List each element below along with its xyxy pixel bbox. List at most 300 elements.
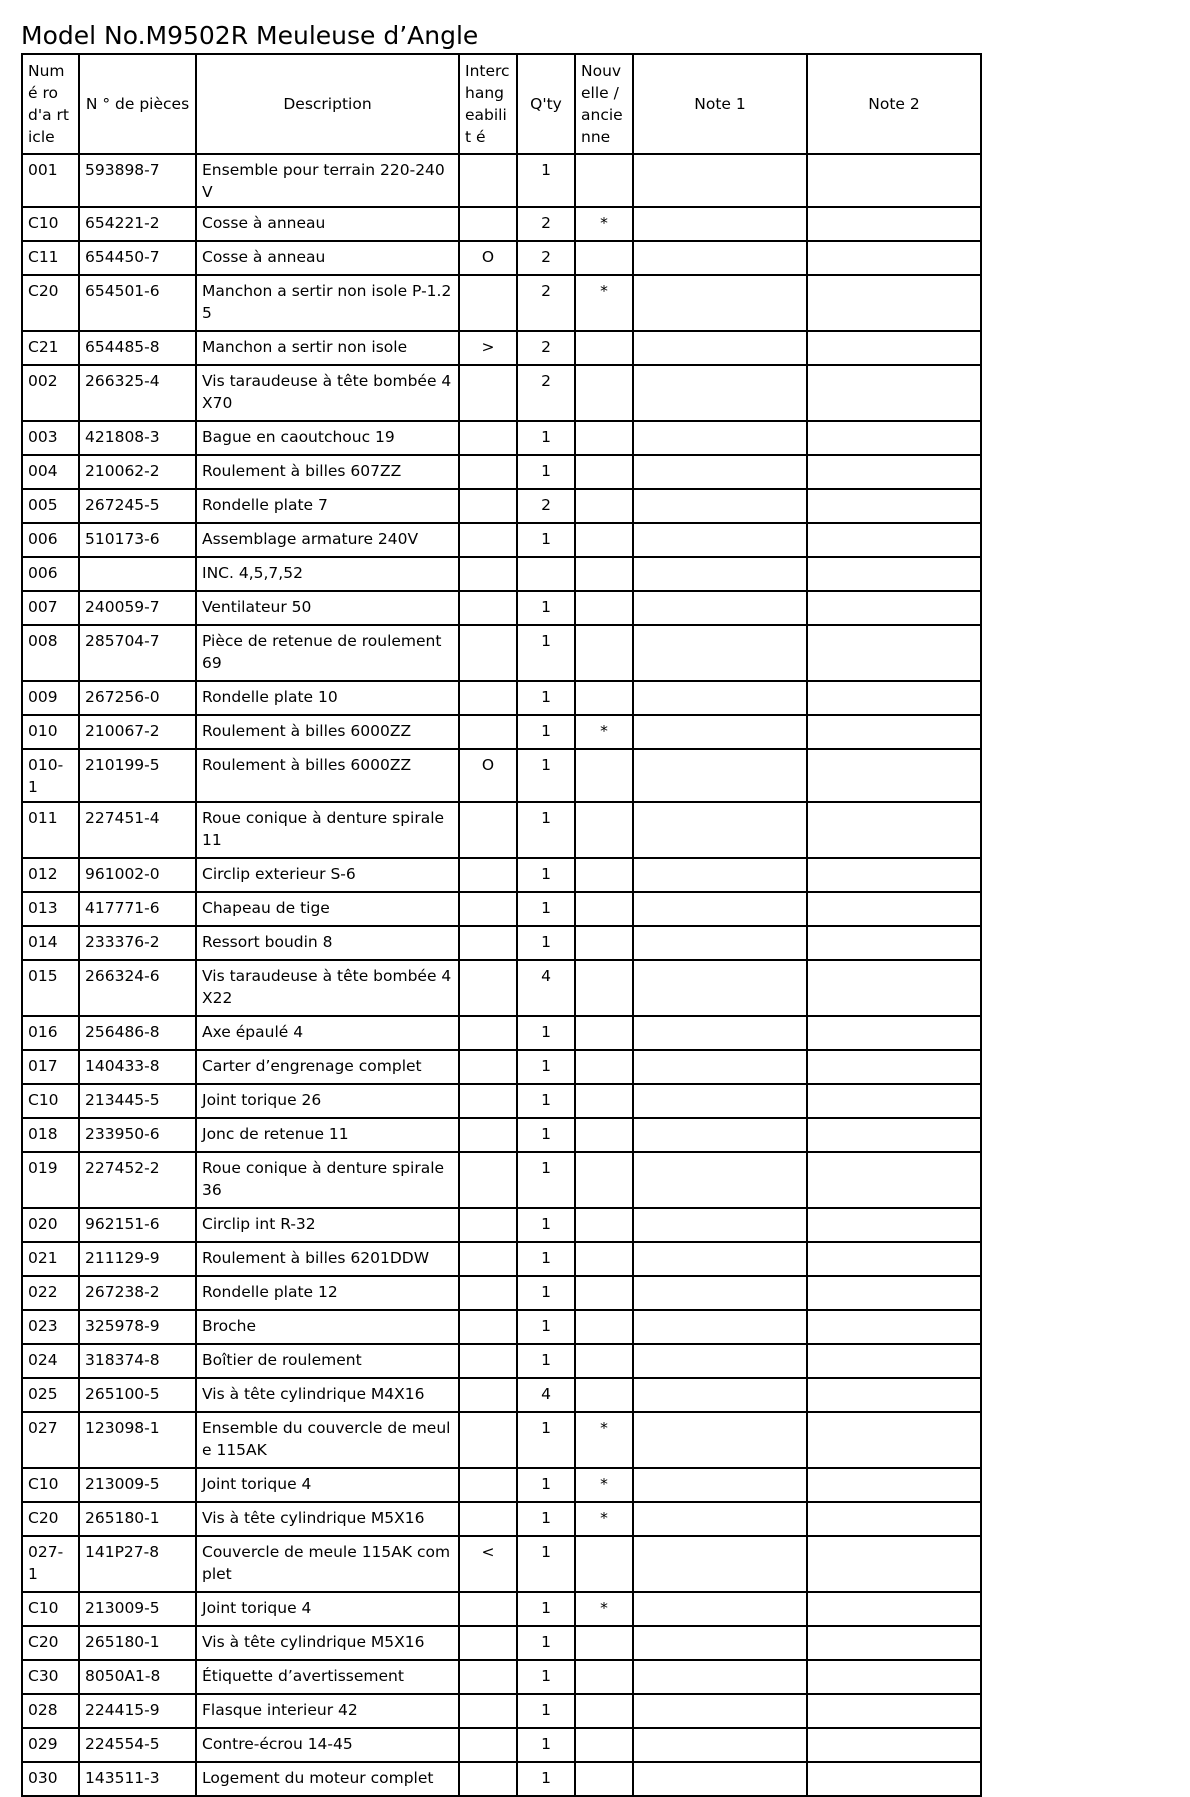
note1-cell (633, 591, 807, 625)
item-no-cell: 006 (22, 557, 79, 591)
table-row (22, 489, 981, 523)
note2-cell (807, 455, 981, 489)
note2-cell (807, 489, 981, 523)
note1-cell (633, 1016, 807, 1050)
item-no-cell: 016 (22, 1016, 79, 1050)
description-cell: Rondelle plate 7 (196, 489, 459, 523)
new-old-cell: * (575, 275, 633, 331)
table-row (22, 331, 981, 365)
table-row (22, 681, 981, 715)
new-old-cell (575, 749, 633, 802)
item-no-cell: C10 (22, 1592, 79, 1626)
note2-cell (807, 275, 981, 331)
note1-cell (633, 154, 807, 207)
item-no-cell: 011 (22, 802, 79, 858)
note2-cell (807, 858, 981, 892)
item-no-cell: 029 (22, 1728, 79, 1762)
item-no-cell: 030 (22, 1762, 79, 1796)
interchangeability-cell (459, 275, 517, 331)
qty-cell: 1 (517, 523, 575, 557)
interchangeability-cell: O (459, 241, 517, 275)
new-old-cell: * (575, 1412, 633, 1468)
note2-cell (807, 241, 981, 275)
table-row (22, 1084, 981, 1118)
part-no-cell: 654501-6 (79, 275, 196, 331)
new-old-cell (575, 1694, 633, 1728)
description-cell: Carter d’engrenage complet (196, 1050, 459, 1084)
note2-cell (807, 1152, 981, 1208)
interchangeability-cell (459, 858, 517, 892)
item-no-cell: 027-1 (22, 1536, 79, 1592)
table-row (22, 892, 981, 926)
qty-cell: 1 (517, 926, 575, 960)
item-no-cell: C10 (22, 1084, 79, 1118)
note1-cell (633, 1242, 807, 1276)
note1-cell (633, 1468, 807, 1502)
new-old-cell (575, 1762, 633, 1796)
description-cell: Vis à tête cylindrique M4X16 (196, 1378, 459, 1412)
table-row (22, 1468, 981, 1502)
note2-cell (807, 1084, 981, 1118)
part-no-cell: 141P27-8 (79, 1536, 196, 1592)
part-no-cell (79, 557, 196, 591)
note1-cell (633, 960, 807, 1016)
part-no-cell: 266325-4 (79, 365, 196, 421)
table-row (22, 1310, 981, 1344)
qty-cell (517, 557, 575, 591)
table-row (22, 1502, 981, 1536)
note1-cell (633, 1626, 807, 1660)
note1-cell (633, 1378, 807, 1412)
note2-cell (807, 1016, 981, 1050)
interchangeability-cell (459, 960, 517, 1016)
table-header-row (22, 54, 981, 154)
interchangeability-cell: < (459, 1536, 517, 1592)
new-old-cell (575, 331, 633, 365)
table-row (22, 1378, 981, 1412)
qty-cell: 1 (517, 1412, 575, 1468)
note1-cell (633, 625, 807, 681)
qty-cell: 1 (517, 1050, 575, 1084)
interchangeability-cell (459, 1502, 517, 1536)
note1-cell (633, 365, 807, 421)
note2-cell (807, 1626, 981, 1660)
note1-cell (633, 557, 807, 591)
note1-cell (633, 1762, 807, 1796)
interchangeability-cell (459, 892, 517, 926)
note1-cell (633, 1344, 807, 1378)
new-old-cell (575, 1050, 633, 1084)
interchangeability-cell (459, 926, 517, 960)
note2-cell (807, 1208, 981, 1242)
table-row (22, 1344, 981, 1378)
column-header-part-no: N ° de pièces (79, 54, 196, 154)
note2-cell (807, 960, 981, 1016)
qty-cell: 1 (517, 1208, 575, 1242)
qty-cell: 4 (517, 1378, 575, 1412)
part-no-cell: 325978-9 (79, 1310, 196, 1344)
description-cell: Couvercle de meule 115AK complet (196, 1536, 459, 1592)
item-no-cell: 023 (22, 1310, 79, 1344)
parts-table (21, 53, 982, 1797)
qty-cell: 1 (517, 858, 575, 892)
item-no-cell: 003 (22, 421, 79, 455)
note1-cell (633, 715, 807, 749)
table-row (22, 1762, 981, 1796)
description-cell: Rondelle plate 10 (196, 681, 459, 715)
note1-cell (633, 1660, 807, 1694)
note1-cell (633, 1592, 807, 1626)
description-cell: Flasque interieur 42 (196, 1694, 459, 1728)
qty-cell: 2 (517, 241, 575, 275)
interchangeability-cell (459, 1276, 517, 1310)
table-row (22, 1536, 981, 1592)
part-no-cell: 8050A1-8 (79, 1660, 196, 1694)
note1-cell (633, 523, 807, 557)
note2-cell (807, 1592, 981, 1626)
interchangeability-cell (459, 557, 517, 591)
description-cell: Joint torique 4 (196, 1592, 459, 1626)
description-cell: Assemblage armature 240V (196, 523, 459, 557)
item-no-cell: 020 (22, 1208, 79, 1242)
table-row (22, 858, 981, 892)
description-cell: Roulement à billes 6000ZZ (196, 715, 459, 749)
new-old-cell (575, 421, 633, 455)
note1-cell (633, 331, 807, 365)
item-no-cell: C20 (22, 1626, 79, 1660)
description-cell: INC. 4,5,7,52 (196, 557, 459, 591)
table-row (22, 421, 981, 455)
item-no-cell: 024 (22, 1344, 79, 1378)
note2-cell (807, 154, 981, 207)
qty-cell: 1 (517, 681, 575, 715)
description-cell: Ensemble du couvercle de meule 115AK (196, 1412, 459, 1468)
table-row (22, 1592, 981, 1626)
part-no-cell: 140433-8 (79, 1050, 196, 1084)
item-no-cell: 027 (22, 1412, 79, 1468)
description-cell: Joint torique 26 (196, 1084, 459, 1118)
new-old-cell (575, 1378, 633, 1412)
new-old-cell (575, 1660, 633, 1694)
interchangeability-cell (459, 1050, 517, 1084)
note2-cell (807, 1660, 981, 1694)
interchangeability-cell: > (459, 331, 517, 365)
new-old-cell: * (575, 207, 633, 241)
item-no-cell: 005 (22, 489, 79, 523)
interchangeability-cell (459, 421, 517, 455)
note1-cell (633, 1050, 807, 1084)
part-no-cell: 266324-6 (79, 960, 196, 1016)
interchangeability-cell (459, 1118, 517, 1152)
description-cell: Chapeau de tige (196, 892, 459, 926)
item-no-cell: C10 (22, 207, 79, 241)
note2-cell (807, 715, 981, 749)
new-old-cell (575, 1242, 633, 1276)
interchangeability-cell (459, 1016, 517, 1050)
note2-cell (807, 1728, 981, 1762)
new-old-cell (575, 365, 633, 421)
qty-cell: 1 (517, 591, 575, 625)
description-cell: Manchon a sertir non isole (196, 331, 459, 365)
interchangeability-cell (459, 365, 517, 421)
new-old-cell (575, 681, 633, 715)
table-row (22, 749, 981, 802)
item-no-cell: 015 (22, 960, 79, 1016)
qty-cell: 1 (517, 892, 575, 926)
interchangeability-cell (459, 715, 517, 749)
note2-cell (807, 1536, 981, 1592)
qty-cell: 2 (517, 275, 575, 331)
item-no-cell: C30 (22, 1660, 79, 1694)
item-no-cell: 006 (22, 523, 79, 557)
new-old-cell (575, 1152, 633, 1208)
column-header-item-no: Numé ro d'a rticle (22, 54, 79, 154)
note1-cell (633, 1502, 807, 1536)
part-no-cell: 267238-2 (79, 1276, 196, 1310)
qty-cell: 1 (517, 1016, 575, 1050)
description-cell: Pièce de retenue de roulement 69 (196, 625, 459, 681)
description-cell: Ventilateur 50 (196, 591, 459, 625)
note2-cell (807, 1502, 981, 1536)
item-no-cell: 013 (22, 892, 79, 926)
qty-cell: 1 (517, 1084, 575, 1118)
part-no-cell: 265100-5 (79, 1378, 196, 1412)
table-row (22, 1208, 981, 1242)
item-no-cell: 018 (22, 1118, 79, 1152)
column-header-qty: Q'ty (517, 54, 575, 154)
table-row (22, 1412, 981, 1468)
note1-cell (633, 1152, 807, 1208)
item-no-cell: 002 (22, 365, 79, 421)
item-no-cell: 010-1 (22, 749, 79, 802)
note2-cell (807, 1762, 981, 1796)
description-cell: Cosse à anneau (196, 241, 459, 275)
new-old-cell (575, 591, 633, 625)
part-no-cell: 227451-4 (79, 802, 196, 858)
new-old-cell (575, 858, 633, 892)
description-cell: Ensemble pour terrain 220-240V (196, 154, 459, 207)
note2-cell (807, 421, 981, 455)
note2-cell (807, 1468, 981, 1502)
note1-cell (633, 1694, 807, 1728)
note1-cell (633, 802, 807, 858)
note1-cell (633, 892, 807, 926)
part-no-cell: 213009-5 (79, 1468, 196, 1502)
new-old-cell (575, 1208, 633, 1242)
note2-cell (807, 802, 981, 858)
part-no-cell: 143511-3 (79, 1762, 196, 1796)
table-row (22, 715, 981, 749)
note1-cell (633, 455, 807, 489)
note1-cell (633, 1208, 807, 1242)
table-row (22, 207, 981, 241)
description-cell: Logement du moteur complet (196, 1762, 459, 1796)
interchangeability-cell (459, 523, 517, 557)
note1-cell (633, 1728, 807, 1762)
note1-cell (633, 1276, 807, 1310)
part-no-cell: 962151-6 (79, 1208, 196, 1242)
item-no-cell: 025 (22, 1378, 79, 1412)
item-no-cell: 022 (22, 1276, 79, 1310)
description-cell: Jonc de retenue 11 (196, 1118, 459, 1152)
table-row (22, 1118, 981, 1152)
note2-cell (807, 625, 981, 681)
table-row (22, 1050, 981, 1084)
item-no-cell: 021 (22, 1242, 79, 1276)
part-no-cell: 256486-8 (79, 1016, 196, 1050)
table-row (22, 960, 981, 1016)
part-no-cell: 233950-6 (79, 1118, 196, 1152)
new-old-cell (575, 154, 633, 207)
new-old-cell (575, 1118, 633, 1152)
description-cell: Roue conique à denture spirale 36 (196, 1152, 459, 1208)
description-cell: Roue conique à denture spirale 11 (196, 802, 459, 858)
column-header-note2: Note 2 (807, 54, 981, 154)
item-no-cell: 019 (22, 1152, 79, 1208)
qty-cell: 1 (517, 802, 575, 858)
part-no-cell: 654450-7 (79, 241, 196, 275)
description-cell: Joint torique 4 (196, 1468, 459, 1502)
item-no-cell: C11 (22, 241, 79, 275)
item-no-cell: 012 (22, 858, 79, 892)
qty-cell: 1 (517, 1310, 575, 1344)
interchangeability-cell (459, 1694, 517, 1728)
page-title: Model No.M9502R Meuleuse d’Angle (21, 21, 479, 50)
note2-cell (807, 365, 981, 421)
part-no-cell: 654221-2 (79, 207, 196, 241)
part-no-cell: 211129-9 (79, 1242, 196, 1276)
part-no-cell: 961002-0 (79, 858, 196, 892)
table-row (22, 1152, 981, 1208)
part-no-cell: 224554-5 (79, 1728, 196, 1762)
note1-cell (633, 1412, 807, 1468)
interchangeability-cell (459, 1084, 517, 1118)
part-no-cell: 210199-5 (79, 749, 196, 802)
qty-cell: 1 (517, 1626, 575, 1660)
note2-cell (807, 1276, 981, 1310)
description-cell: Bague en caoutchouc 19 (196, 421, 459, 455)
interchangeability-cell (459, 1378, 517, 1412)
table-row (22, 154, 981, 207)
part-no-cell: 265180-1 (79, 1502, 196, 1536)
part-no-cell: 265180-1 (79, 1626, 196, 1660)
qty-cell: 1 (517, 421, 575, 455)
note2-cell (807, 749, 981, 802)
qty-cell: 1 (517, 1118, 575, 1152)
table-row (22, 1728, 981, 1762)
table-row (22, 1694, 981, 1728)
item-no-cell: 008 (22, 625, 79, 681)
table-row (22, 1660, 981, 1694)
part-no-cell: 233376-2 (79, 926, 196, 960)
qty-cell: 2 (517, 331, 575, 365)
note2-cell (807, 331, 981, 365)
item-no-cell: C20 (22, 1502, 79, 1536)
new-old-cell (575, 1084, 633, 1118)
interchangeability-cell (459, 1412, 517, 1468)
description-cell: Roulement à billes 607ZZ (196, 455, 459, 489)
new-old-cell (575, 1016, 633, 1050)
description-cell: Vis à tête cylindrique M5X16 (196, 1502, 459, 1536)
description-cell: Manchon a sertir non isole P-1.25 (196, 275, 459, 331)
part-no-cell: 267256-0 (79, 681, 196, 715)
table-row (22, 523, 981, 557)
item-no-cell: 007 (22, 591, 79, 625)
part-no-cell: 417771-6 (79, 892, 196, 926)
table-row (22, 455, 981, 489)
note1-cell (633, 926, 807, 960)
part-no-cell: 123098-1 (79, 1412, 196, 1468)
note1-cell (633, 207, 807, 241)
interchangeability-cell (459, 489, 517, 523)
new-old-cell: * (575, 1592, 633, 1626)
item-no-cell: 004 (22, 455, 79, 489)
qty-cell: 1 (517, 715, 575, 749)
item-no-cell: C21 (22, 331, 79, 365)
new-old-cell: * (575, 1502, 633, 1536)
table-row (22, 1242, 981, 1276)
table-row (22, 802, 981, 858)
interchangeability-cell (459, 1592, 517, 1626)
qty-cell: 1 (517, 1468, 575, 1502)
item-no-cell: C10 (22, 1468, 79, 1502)
note2-cell (807, 1118, 981, 1152)
interchangeability-cell (459, 1310, 517, 1344)
qty-cell: 1 (517, 1152, 575, 1208)
new-old-cell: * (575, 715, 633, 749)
part-no-cell: 210067-2 (79, 715, 196, 749)
column-header-new-old: Nouv elle / ancie nne (575, 54, 633, 154)
table-row (22, 1016, 981, 1050)
note2-cell (807, 681, 981, 715)
note1-cell (633, 1310, 807, 1344)
item-no-cell: 010 (22, 715, 79, 749)
column-header-interchangeability: Interc hang eabilit é (459, 54, 517, 154)
note2-cell (807, 1412, 981, 1468)
interchangeability-cell (459, 1468, 517, 1502)
note2-cell (807, 1378, 981, 1412)
qty-cell: 1 (517, 1728, 575, 1762)
interchangeability-cell (459, 681, 517, 715)
part-no-cell: 213009-5 (79, 1592, 196, 1626)
qty-cell: 2 (517, 489, 575, 523)
interchangeability-cell (459, 207, 517, 241)
note2-cell (807, 926, 981, 960)
description-cell: Axe épaulé 4 (196, 1016, 459, 1050)
interchangeability-cell (459, 1660, 517, 1694)
interchangeability-cell (459, 1208, 517, 1242)
item-no-cell: C20 (22, 275, 79, 331)
note1-cell (633, 681, 807, 715)
note2-cell (807, 591, 981, 625)
note1-cell (633, 241, 807, 275)
description-cell: Étiquette d’avertissement (196, 1660, 459, 1694)
qty-cell: 1 (517, 749, 575, 802)
interchangeability-cell (459, 455, 517, 489)
description-cell: Boîtier de roulement (196, 1344, 459, 1378)
interchangeability-cell (459, 1242, 517, 1276)
table-row (22, 365, 981, 421)
part-no-cell: 593898-7 (79, 154, 196, 207)
table-row (22, 241, 981, 275)
table-row (22, 275, 981, 331)
new-old-cell (575, 1344, 633, 1378)
description-cell: Rondelle plate 12 (196, 1276, 459, 1310)
description-cell: Vis à tête cylindrique M5X16 (196, 1626, 459, 1660)
description-cell: Circlip int R-32 (196, 1208, 459, 1242)
new-old-cell (575, 1626, 633, 1660)
qty-cell: 4 (517, 960, 575, 1016)
